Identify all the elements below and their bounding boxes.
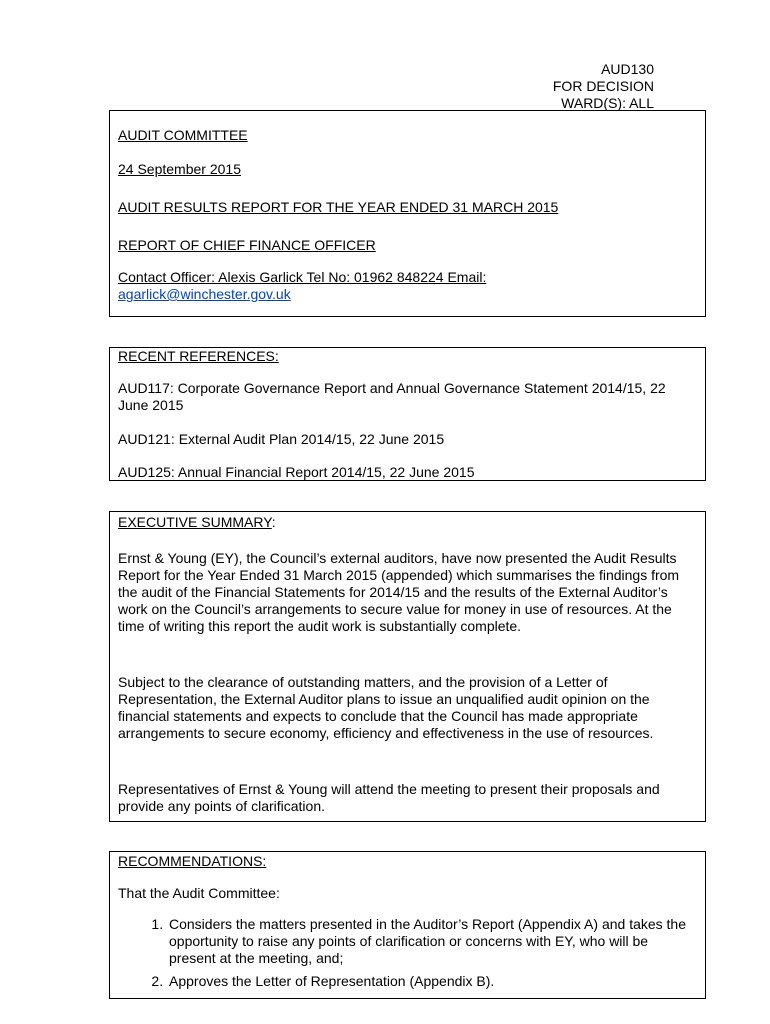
report-of: REPORT OF CHIEF FINANCE OFFICER bbox=[118, 237, 376, 253]
recommendation-item: 1. Considers the matters presented in the Auditor’s Report (Appendix A) and takes the opportunity to raise any points of clarification or concerns with EY, who will be present at the meeting, and; bbox=[167, 916, 697, 967]
decision-status: FOR DECISION bbox=[552, 78, 654, 94]
reference-item: AUD121: External Audit Plan 2014/15, 22 June 2015 bbox=[118, 431, 445, 447]
reference-item: AUD117: Corporate Governance Report and Annual Governance Statement 2014/15, 22 June 2015 bbox=[118, 380, 666, 413]
executive-summary-box bbox=[109, 511, 706, 822]
committee-name: AUDIT COMMITTEE bbox=[118, 127, 248, 143]
summary-heading: EXECUTIVE SUMMARY bbox=[118, 514, 272, 530]
meeting-date: 24 September 2015 bbox=[118, 161, 241, 177]
recommendations-box bbox=[109, 851, 706, 999]
summary-paragraph: Ernst & Young (EY), the Council’s external auditors, have now presented the Audit Results Report for the Year Ended 31 March 2015 (appended) which summarises the findings from the audit of the Financial Statements for 2014/15 and the results of the External Auditor’s work on the Council’s arrangements to secure value for money in use of resources. At the time of writing this report the audit work is substantially complete. bbox=[118, 550, 680, 634]
report-reference: AUD130 bbox=[601, 61, 654, 77]
recommendations-heading: RECOMMENDATIONS: bbox=[118, 853, 267, 869]
contact-officer: Contact Officer: Alexis Garlick Tel No: 01962 848224 Email: bbox=[118, 269, 487, 285]
contact-block bbox=[118, 269, 697, 303]
reference-item: AUD125: Annual Financial Report 2014/15, 22 June 2015 bbox=[118, 464, 475, 480]
summary-heading-colon: : bbox=[271, 514, 276, 530]
report-title: AUDIT RESULTS REPORT FOR THE YEAR ENDED 31 MARCH 2015 bbox=[118, 199, 559, 215]
wards: WARD(S): ALL bbox=[561, 95, 654, 111]
email-link[interactable]: agarlick@winchester.gov.uk bbox=[118, 286, 291, 302]
references-heading: RECENT REFERENCES: bbox=[118, 348, 279, 364]
document-header bbox=[553, 61, 654, 112]
recent-references-box bbox=[109, 347, 706, 481]
summary-paragraph: Representatives of Ernst & Young will attend the meeting to present their proposals and provide any points of clarification. bbox=[118, 781, 660, 814]
recommendation-item: 2. Approves the Letter of Representation (Appendix B). bbox=[167, 973, 697, 990]
summary-paragraph: Subject to the clearance of outstanding matters, and the provision of a Letter of Representation, the External Auditor plans to issue an unqualified audit opinion on the financial statements and expects to conclude that the Council has made appropriate arrangements to secure economy, efficiency and effectiveness in the use of resources. bbox=[118, 674, 654, 741]
recommendations-intro: That the Audit Committee: bbox=[118, 885, 280, 901]
recommendations-list bbox=[118, 916, 697, 996]
summary-heading-line bbox=[118, 514, 276, 531]
title-box bbox=[109, 110, 706, 317]
